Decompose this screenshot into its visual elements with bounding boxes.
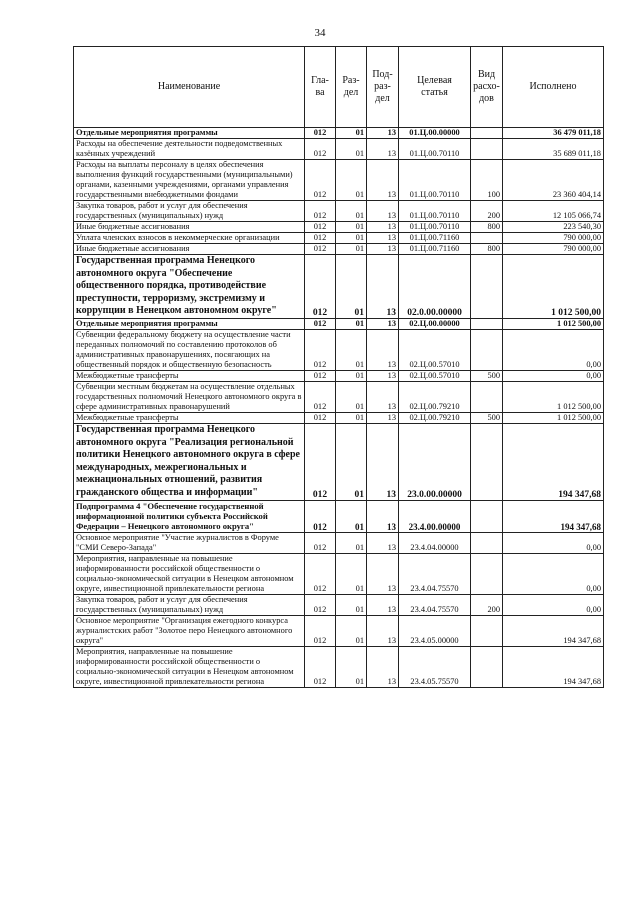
cell-glava: 012: [305, 423, 336, 500]
header-podrazdel-label: Под- раз- дел: [372, 69, 393, 104]
cell-razdel: 01: [336, 318, 367, 329]
cell-ispolneno: 0,00: [503, 329, 604, 370]
table-row: [74, 594, 604, 615]
cell-glava: 012: [305, 381, 336, 412]
cell-ispolneno: 790 000,00: [503, 244, 604, 255]
cell-tselevaya: 01.Ц.00.71160: [399, 244, 471, 255]
cell-tselevaya: 01.Ц.00.70110: [399, 139, 471, 160]
cell-name: Отдельные мероприятия программы: [74, 318, 305, 329]
table-row: [74, 412, 604, 423]
cell-razdel: 01: [336, 128, 367, 139]
cell-name: Субвенции федеральному бюджету на осуществление части переданных полномочий по составлению протоколов об административных правонарушениях, посягающих на общественный порядок и общественную безопасность: [74, 329, 305, 370]
cell-razdel: 01: [336, 553, 367, 594]
cell-ispolneno: 0,00: [503, 594, 604, 615]
cell-tselevaya: 23.4.05.00000: [399, 615, 471, 646]
header-razdel-label: Раз- дел: [342, 75, 360, 98]
cell-ispolneno: 1 012 500,00: [503, 255, 604, 319]
table-row: [74, 222, 604, 233]
cell-tselevaya: 02.0.00.00000: [399, 255, 471, 319]
cell-ispolneno: 23 360 404,14: [503, 160, 604, 201]
cell-ispolneno: 194 347,68: [503, 646, 604, 687]
header-razdel: [336, 47, 367, 128]
cell-glava: 012: [305, 244, 336, 255]
cell-podrazdel: 13: [367, 329, 399, 370]
cell-tselevaya: 23.4.05.75570: [399, 646, 471, 687]
cell-glava: 012: [305, 128, 336, 139]
cell-vid: [471, 329, 503, 370]
header-vid: [471, 47, 503, 128]
table-row: [74, 244, 604, 255]
cell-vid: [471, 233, 503, 244]
cell-vid: [471, 381, 503, 412]
cell-ispolneno: 790 000,00: [503, 233, 604, 244]
cell-razdel: 01: [336, 594, 367, 615]
table-row: [74, 553, 604, 594]
header-tselevaya: [399, 47, 471, 128]
table-row: [74, 233, 604, 244]
cell-vid: 200: [471, 594, 503, 615]
cell-glava: 012: [305, 233, 336, 244]
cell-vid: 800: [471, 222, 503, 233]
cell-name: Мероприятия, направленные на повышение информированности российской общественности о социально-экономической ситуации в Ненецком автономном округе, инвестиционной привлекательности региона: [74, 646, 305, 687]
header-glava: [305, 47, 336, 128]
cell-tselevaya: 23.4.04.75570: [399, 594, 471, 615]
cell-vid: [471, 500, 503, 532]
cell-podrazdel: 13: [367, 370, 399, 381]
cell-ispolneno: 1 012 500,00: [503, 412, 604, 423]
cell-name: Государственная программа Ненецкого автономного округа "Реализация региональной политики Ненецкого автономного округа в сфере международных, межрегиональных и межнациональных отношений, развития гражданского общества и информации": [74, 423, 305, 500]
cell-glava: 012: [305, 412, 336, 423]
cell-glava: 012: [305, 594, 336, 615]
table-row: [74, 500, 604, 532]
table-row: [74, 318, 604, 329]
cell-ispolneno: 12 105 066,74: [503, 201, 604, 222]
table-row: [74, 423, 604, 500]
cell-vid: [471, 532, 503, 553]
cell-name: Основное мероприятие "Организация ежегодного конкурса журналистских работ "Золотое перо Ненецкого автономного округа": [74, 615, 305, 646]
cell-ispolneno: 194 347,68: [503, 615, 604, 646]
cell-name: Иные бюджетные ассигнования: [74, 244, 305, 255]
cell-ispolneno: 0,00: [503, 370, 604, 381]
cell-ispolneno: 194 347,68: [503, 500, 604, 532]
cell-podrazdel: 13: [367, 412, 399, 423]
cell-vid: 200: [471, 201, 503, 222]
cell-podrazdel: 13: [367, 500, 399, 532]
cell-vid: [471, 646, 503, 687]
cell-razdel: 01: [336, 233, 367, 244]
cell-podrazdel: 13: [367, 646, 399, 687]
header-vid-label: Вид расхо- дов: [473, 69, 500, 104]
cell-vid: 100: [471, 160, 503, 201]
cell-podrazdel: 13: [367, 532, 399, 553]
cell-name: Межбюджетные трансферты: [74, 412, 305, 423]
cell-name: Мероприятия, направленные на повышение информированности российской общественности о социально-экономической ситуации в Ненецком автономном округе, инвестиционной привлекательности региона: [74, 553, 305, 594]
cell-podrazdel: 13: [367, 233, 399, 244]
table-row: [74, 615, 604, 646]
cell-name: Основное мероприятие "Участие журналистов в Форуме "СМИ Северо-Запада": [74, 532, 305, 553]
cell-ispolneno: 0,00: [503, 532, 604, 553]
cell-glava: 012: [305, 646, 336, 687]
cell-ispolneno: 36 479 011,18: [503, 128, 604, 139]
cell-tselevaya: 01.Ц.00.71160: [399, 233, 471, 244]
header-glava-label: Гла- ва: [311, 75, 329, 98]
cell-podrazdel: 13: [367, 255, 399, 319]
cell-glava: 012: [305, 370, 336, 381]
cell-tselevaya: 02.Ц.00.00000: [399, 318, 471, 329]
cell-razdel: 01: [336, 160, 367, 201]
cell-razdel: 01: [336, 244, 367, 255]
table-row: [74, 370, 604, 381]
cell-name: Закупка товаров, работ и услуг для обеспечения государственных (муниципальных) нужд: [74, 201, 305, 222]
cell-vid: [471, 255, 503, 319]
cell-razdel: 01: [336, 500, 367, 532]
cell-vid: [471, 318, 503, 329]
cell-glava: 012: [305, 615, 336, 646]
header-name: [74, 47, 305, 128]
cell-razdel: 01: [336, 139, 367, 160]
cell-podrazdel: 13: [367, 553, 399, 594]
cell-name: Субвенции местным бюджетам на осуществление отдельных государственных полномочий Ненецкого автономного округа в сфере административных правонарушений: [74, 381, 305, 412]
cell-razdel: 01: [336, 255, 367, 319]
cell-tselevaya: 01.Ц.00.70110: [399, 222, 471, 233]
cell-vid: [471, 423, 503, 500]
cell-podrazdel: 13: [367, 244, 399, 255]
cell-vid: 800: [471, 244, 503, 255]
cell-ispolneno: 223 540,30: [503, 222, 604, 233]
table-row: [74, 128, 604, 139]
table-row: [74, 255, 604, 319]
table-row: [74, 329, 604, 370]
cell-tselevaya: 02.Ц.00.79210: [399, 412, 471, 423]
cell-vid: [471, 615, 503, 646]
cell-razdel: 01: [336, 532, 367, 553]
cell-tselevaya: 02.Ц.00.57010: [399, 329, 471, 370]
cell-tselevaya: 01.Ц.00.70110: [399, 201, 471, 222]
cell-glava: 012: [305, 139, 336, 160]
header-tselevaya-label: Целевая статья: [417, 75, 452, 98]
cell-podrazdel: 13: [367, 160, 399, 201]
cell-name: Закупка товаров, работ и услуг для обеспечения государственных (муниципальных) нужд: [74, 594, 305, 615]
cell-name: Отдельные мероприятия программы: [74, 128, 305, 139]
cell-razdel: 01: [336, 412, 367, 423]
cell-podrazdel: 13: [367, 318, 399, 329]
cell-tselevaya: 23.0.00.00000: [399, 423, 471, 500]
cell-razdel: 01: [336, 615, 367, 646]
cell-glava: 012: [305, 532, 336, 553]
cell-name: Расходы на обеспечение деятельности подведомственных казённых учреждений: [74, 139, 305, 160]
cell-glava: 012: [305, 255, 336, 319]
cell-tselevaya: 02.Ц.00.57010: [399, 370, 471, 381]
cell-name: Уплата членских взносов в некоммерческие организации: [74, 233, 305, 244]
cell-vid: 500: [471, 370, 503, 381]
budget-table: [73, 46, 604, 688]
cell-glava: 012: [305, 222, 336, 233]
table-row: [74, 646, 604, 687]
cell-name: Расходы на выплаты персоналу в целях обеспечения выполнения функций государственными (муниципальными) органами, казенными учреждениями, органами управления государственными внебюджетными фондами: [74, 160, 305, 201]
cell-podrazdel: 13: [367, 222, 399, 233]
cell-podrazdel: 13: [367, 128, 399, 139]
cell-vid: [471, 553, 503, 594]
cell-tselevaya: 02.Ц.00.79210: [399, 381, 471, 412]
cell-vid: [471, 139, 503, 160]
cell-ispolneno: 35 689 011,18: [503, 139, 604, 160]
table-row: [74, 139, 604, 160]
cell-tselevaya: 23.4.04.00000: [399, 532, 471, 553]
cell-name: Межбюджетные трансферты: [74, 370, 305, 381]
cell-razdel: 01: [336, 329, 367, 370]
header-ispolneno: [503, 47, 604, 128]
cell-podrazdel: 13: [367, 615, 399, 646]
header-podrazdel: [367, 47, 399, 128]
cell-podrazdel: 13: [367, 594, 399, 615]
cell-podrazdel: 13: [367, 201, 399, 222]
table-row: [74, 201, 604, 222]
cell-ispolneno: 1 012 500,00: [503, 381, 604, 412]
cell-podrazdel: 13: [367, 423, 399, 500]
table-row: [74, 532, 604, 553]
cell-tselevaya: 23.4.00.00000: [399, 500, 471, 532]
cell-razdel: 01: [336, 423, 367, 500]
header-row: [74, 47, 604, 128]
cell-ispolneno: 194 347,68: [503, 423, 604, 500]
cell-glava: 012: [305, 201, 336, 222]
cell-glava: 012: [305, 500, 336, 532]
cell-tselevaya: 01.Ц.00.00000: [399, 128, 471, 139]
cell-razdel: 01: [336, 222, 367, 233]
cell-name: Иные бюджетные ассигнования: [74, 222, 305, 233]
cell-podrazdel: 13: [367, 139, 399, 160]
cell-ispolneno: 0,00: [503, 553, 604, 594]
cell-name: Подпрограмма 4 "Обеспечение государственной информационной политики субъекта Российской Федерации – Ненецкого автономного округа": [74, 500, 305, 532]
cell-glava: 012: [305, 318, 336, 329]
cell-razdel: 01: [336, 646, 367, 687]
cell-razdel: 01: [336, 201, 367, 222]
cell-vid: 500: [471, 412, 503, 423]
cell-glava: 012: [305, 553, 336, 594]
cell-glava: 012: [305, 329, 336, 370]
cell-tselevaya: 23.4.04.75570: [399, 553, 471, 594]
cell-glava: 012: [305, 160, 336, 201]
header-name-label: Наименование: [157, 81, 221, 92]
table-row: [74, 160, 604, 201]
table-row: [74, 381, 604, 412]
cell-name: Государственная программа Ненецкого автономного округа "Обеспечение общественного порядка, противодействие преступности, терроризму, экстремизму и коррупции в Ненецком автономном округе": [74, 255, 305, 319]
cell-ispolneno: 1 012 500,00: [503, 318, 604, 329]
page-number: 34: [314, 27, 326, 39]
cell-vid: [471, 128, 503, 139]
header-ispolneno-label: Исполнено: [529, 81, 577, 92]
cell-razdel: 01: [336, 381, 367, 412]
cell-podrazdel: 13: [367, 381, 399, 412]
cell-razdel: 01: [336, 370, 367, 381]
cell-tselevaya: 01.Ц.00.70110: [399, 160, 471, 201]
